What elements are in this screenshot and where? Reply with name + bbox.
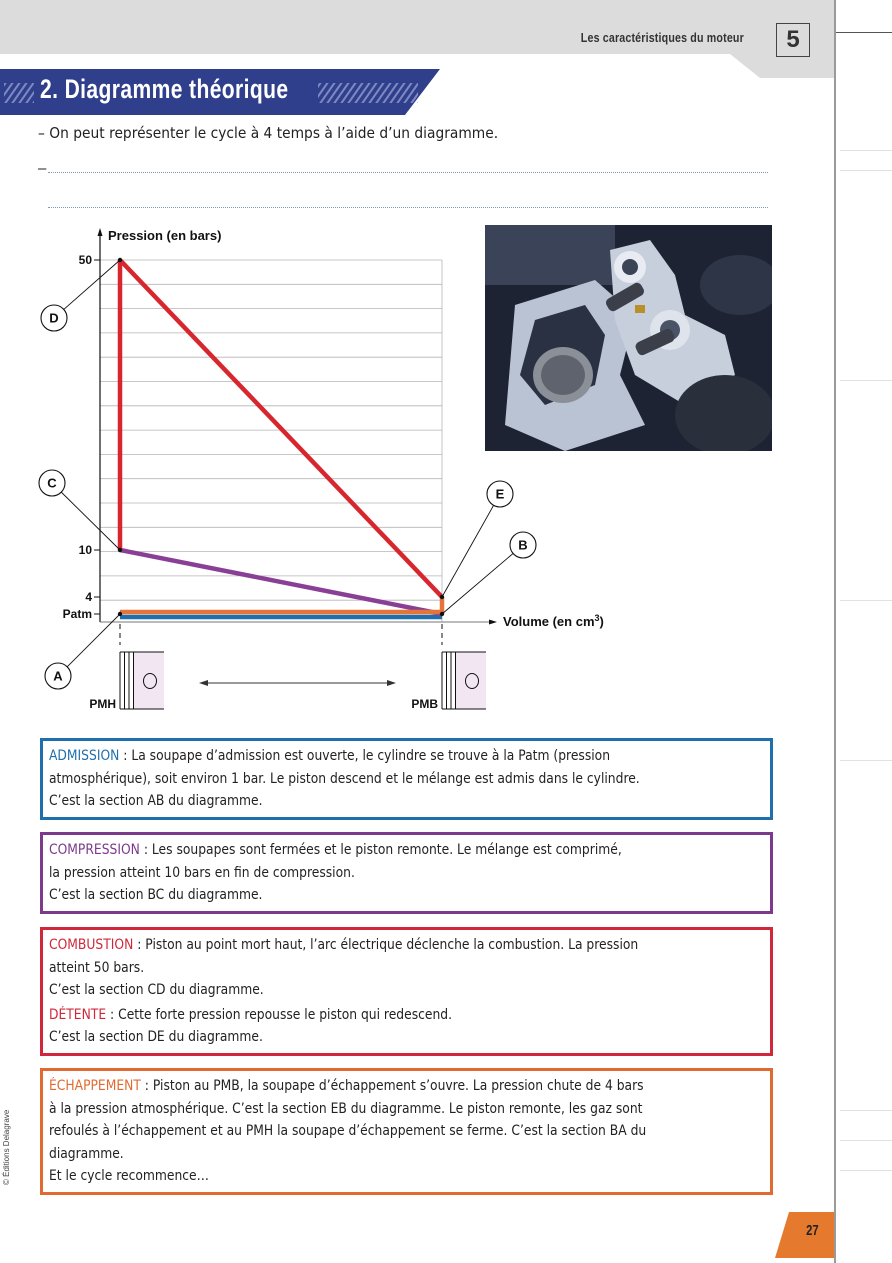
point-label: E xyxy=(495,486,505,502)
copyright: © Éditions Delagrave xyxy=(2,1109,11,1185)
stroke-double-arrow-icon xyxy=(199,680,396,686)
page-number-tab xyxy=(775,1212,834,1258)
phase-text: Et le cycle recommence… xyxy=(49,1168,209,1184)
pistons xyxy=(89,624,486,711)
point-callout-e xyxy=(440,481,513,599)
box-line xyxy=(49,1098,678,1121)
box-line xyxy=(49,1026,678,1049)
y-tick-label: Patm xyxy=(62,607,92,621)
pv-diagram xyxy=(30,220,630,720)
page-number: 27 xyxy=(806,1222,819,1239)
box-line xyxy=(49,957,678,980)
answer-line-2[interactable] xyxy=(48,207,768,208)
box-line xyxy=(49,979,678,1002)
point-label: A xyxy=(53,668,63,684)
x-axis-arrow-icon xyxy=(489,620,497,625)
answer-dash: – xyxy=(38,160,47,177)
point-label: B xyxy=(518,537,528,553)
phase-box-compression xyxy=(40,832,773,914)
section-title: 2. Diagramme théorique xyxy=(40,74,289,104)
chapter-title: Les caractéristiques du moteur xyxy=(580,30,744,45)
phase-text: atmosphérique), soit environ 1 bar. Le piston descend et le mélange est admis dans le cylindre. xyxy=(49,770,640,787)
phase-text: C’est la section CD du diagramme. xyxy=(49,982,264,998)
point-callouts xyxy=(39,258,536,689)
x-axis-label: Volume (en $cm^3$) xyxy=(503,613,604,629)
piston-label: PMH xyxy=(89,697,116,711)
box-line xyxy=(49,839,678,862)
y-axis-arrow-icon xyxy=(98,228,103,236)
page-margin-line xyxy=(834,0,836,1263)
point-label: C xyxy=(47,475,57,491)
point-marker xyxy=(440,612,444,616)
phase-text: diagramme. xyxy=(49,1145,124,1162)
box-line xyxy=(49,884,678,907)
point-callout-b xyxy=(440,532,536,616)
phase-text: à la pression atmosphérique. C’est la section EB du diagramme. Le piston remonte, les gaz sont xyxy=(49,1100,643,1117)
point-label: D xyxy=(49,310,59,326)
phase-text: la pression atteint 10 bars en fin de compression. xyxy=(49,864,355,881)
phase-keyword: ÉCHAPPEMENT xyxy=(49,1078,141,1094)
intro-text: – On peut représenter le cycle à 4 temps à l’aide d’un diagramme. xyxy=(38,124,499,142)
phase-box-echappement xyxy=(40,1068,773,1195)
point-marker xyxy=(118,258,122,262)
y-axis-label: Pression (en bars) xyxy=(108,228,222,243)
box-line xyxy=(49,934,678,957)
phase-keyword: COMPRESSION xyxy=(49,842,140,858)
piston-pmh xyxy=(89,624,164,711)
point-marker xyxy=(440,595,444,599)
y-tick-label: 50 xyxy=(78,253,92,267)
point-callout-a xyxy=(45,612,122,689)
margin-tick xyxy=(836,32,892,33)
phase-text: : Piston au PMB, la soupape d’échappement s’ouvre. La pression chute de 4 bars xyxy=(140,1078,644,1094)
phase-text: C’est la section AB du diagramme. xyxy=(49,793,263,809)
box-line xyxy=(49,1004,678,1027)
box-line xyxy=(49,745,678,768)
box-line xyxy=(49,1143,678,1166)
piston-label: PMB xyxy=(411,697,438,711)
answer-line-1[interactable] xyxy=(48,172,768,173)
y-tick-label: 4 xyxy=(85,590,92,604)
piston-pmb xyxy=(411,624,486,711)
point-marker xyxy=(118,548,122,552)
phase-text: C’est la section BC du diagramme. xyxy=(49,887,263,903)
chart-series xyxy=(120,260,442,617)
phase-text: C’est la section DE du diagramme. xyxy=(49,1029,263,1045)
point-callout-c xyxy=(39,470,122,552)
box-line xyxy=(49,1165,678,1188)
phase-text: refoulés à l’échappement et au PMH la soupape d’échappement se ferme. C’est la section BA du xyxy=(49,1123,647,1139)
phase-text: : Cette forte pression repousse le piston qui redescend. xyxy=(106,1006,453,1023)
box-line xyxy=(49,790,678,813)
point-marker xyxy=(118,612,122,616)
chapter-number: 5 xyxy=(776,23,810,57)
phase-keyword: ADMISSION xyxy=(49,748,120,764)
series-compression-bc xyxy=(120,550,442,614)
box-line xyxy=(49,862,678,885)
header-band xyxy=(0,0,834,54)
phase-keyword: DÉTENTE xyxy=(49,1006,107,1023)
point-callout-d xyxy=(41,258,122,331)
phase-box-admission xyxy=(40,738,773,820)
chart-grid xyxy=(100,260,442,622)
phase-text: : Les soupapes sont fermées et le piston remonte. Le mélange est comprimé, xyxy=(139,842,622,858)
box-line xyxy=(49,1075,678,1098)
phase-text: : Piston au point mort haut, l’arc électrique déclenche la combustion. La pression xyxy=(133,937,639,953)
box-line xyxy=(49,1120,678,1143)
y-ticks xyxy=(63,253,100,621)
phase-text: atteint 50 bars. xyxy=(49,959,145,976)
phase-text: : La soupape d’admission est ouverte, le cylindre se trouve à la Patm (pression xyxy=(119,748,611,764)
y-tick-label: 10 xyxy=(78,543,92,557)
phase-keyword: COMBUSTION xyxy=(49,937,134,953)
phase-box-combustion xyxy=(40,927,773,1056)
series-d-tente-de xyxy=(120,260,442,597)
box-line xyxy=(49,768,678,791)
